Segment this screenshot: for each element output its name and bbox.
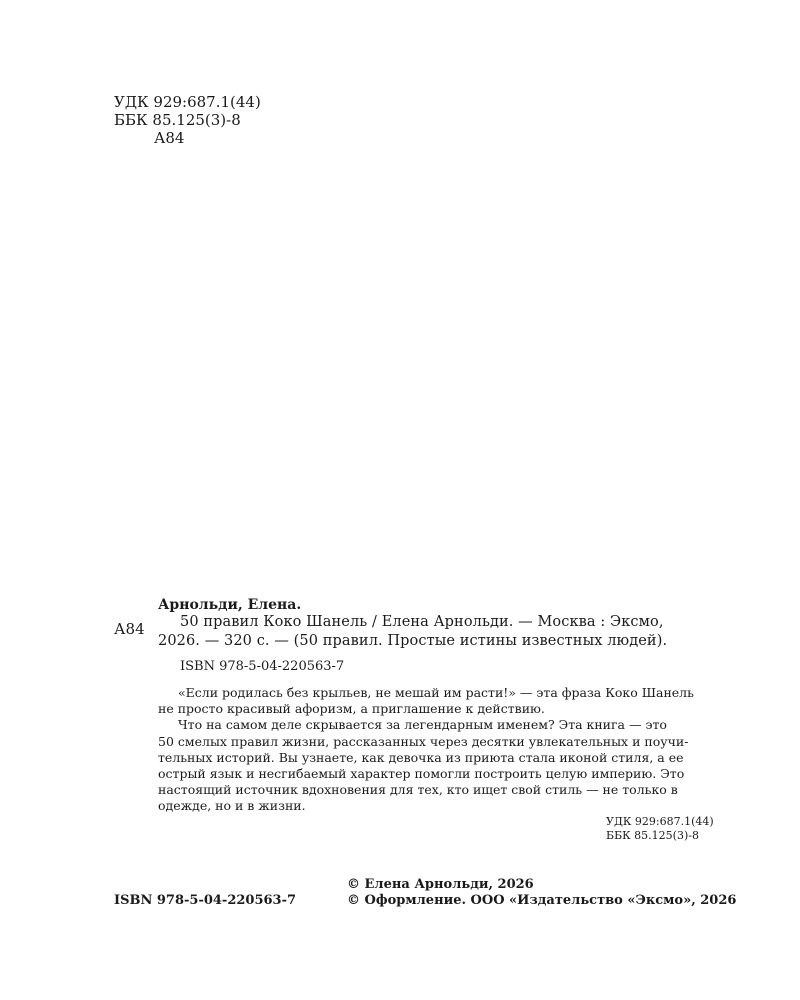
footer-copyright-author: © Елена Арнольди, 2026: [347, 877, 534, 892]
bbk-code: ББК 85.125(3)-8: [114, 111, 241, 129]
catalog-classification: [606, 815, 714, 843]
classification-top: [114, 93, 261, 147]
catalog-udk: УДК 929:687.1(44): [606, 815, 714, 828]
footer-isbn: ISBN 978-5-04-220563-7: [114, 893, 297, 908]
catalog-author-mark: А84: [114, 620, 145, 638]
annotation-line: одежде, но и в жизни.: [158, 798, 306, 814]
annotation-line: 50 смелых правил жизни, рассказанных через десятки увлекательных и поучи-: [158, 733, 689, 749]
catalog-isbn: ISBN 978-5-04-220563-7: [180, 659, 345, 674]
catalog-annotation: [158, 685, 718, 815]
annotation-line: острый язык и несгибаемый характер помогли построить целую империю. Это: [158, 766, 685, 782]
catalog-author: Арнольди, Елена.: [158, 597, 302, 613]
udk-code: УДК 929:687.1(44): [114, 93, 261, 111]
catalog-title-line-1: 50 правил Коко Шанель / Елена Арнольди. — Москва : Эксмо,: [180, 614, 664, 630]
footer-copyright-design: © Оформление. ООО «Издательство «Эксмо», 2026: [347, 893, 737, 908]
annotation-line: Что на самом деле скрывается за легендарным именем? Эта книга — это: [178, 717, 667, 733]
annotation-line: «Если родилась без крыльев, не мешай им расти!» — эта фраза Коко Шанель: [178, 685, 694, 700]
annotation-line: настоящий источник вдохновения для тех, кто ищет свой стиль — не только в: [158, 782, 678, 798]
author-mark: А84: [154, 129, 185, 147]
catalog-title-line-2: 2026. — 320 с. — (50 правил. Простые истины известных людей).: [158, 633, 668, 649]
catalog-bbk: ББК 85.125(3)-8: [606, 829, 699, 842]
annotation-line: не просто красивый афоризм, а приглашение к действию.: [158, 701, 545, 717]
annotation-line: тельных историй. Вы узнаете, как девочка из приюта стала иконой стиля, а ее: [158, 749, 684, 765]
